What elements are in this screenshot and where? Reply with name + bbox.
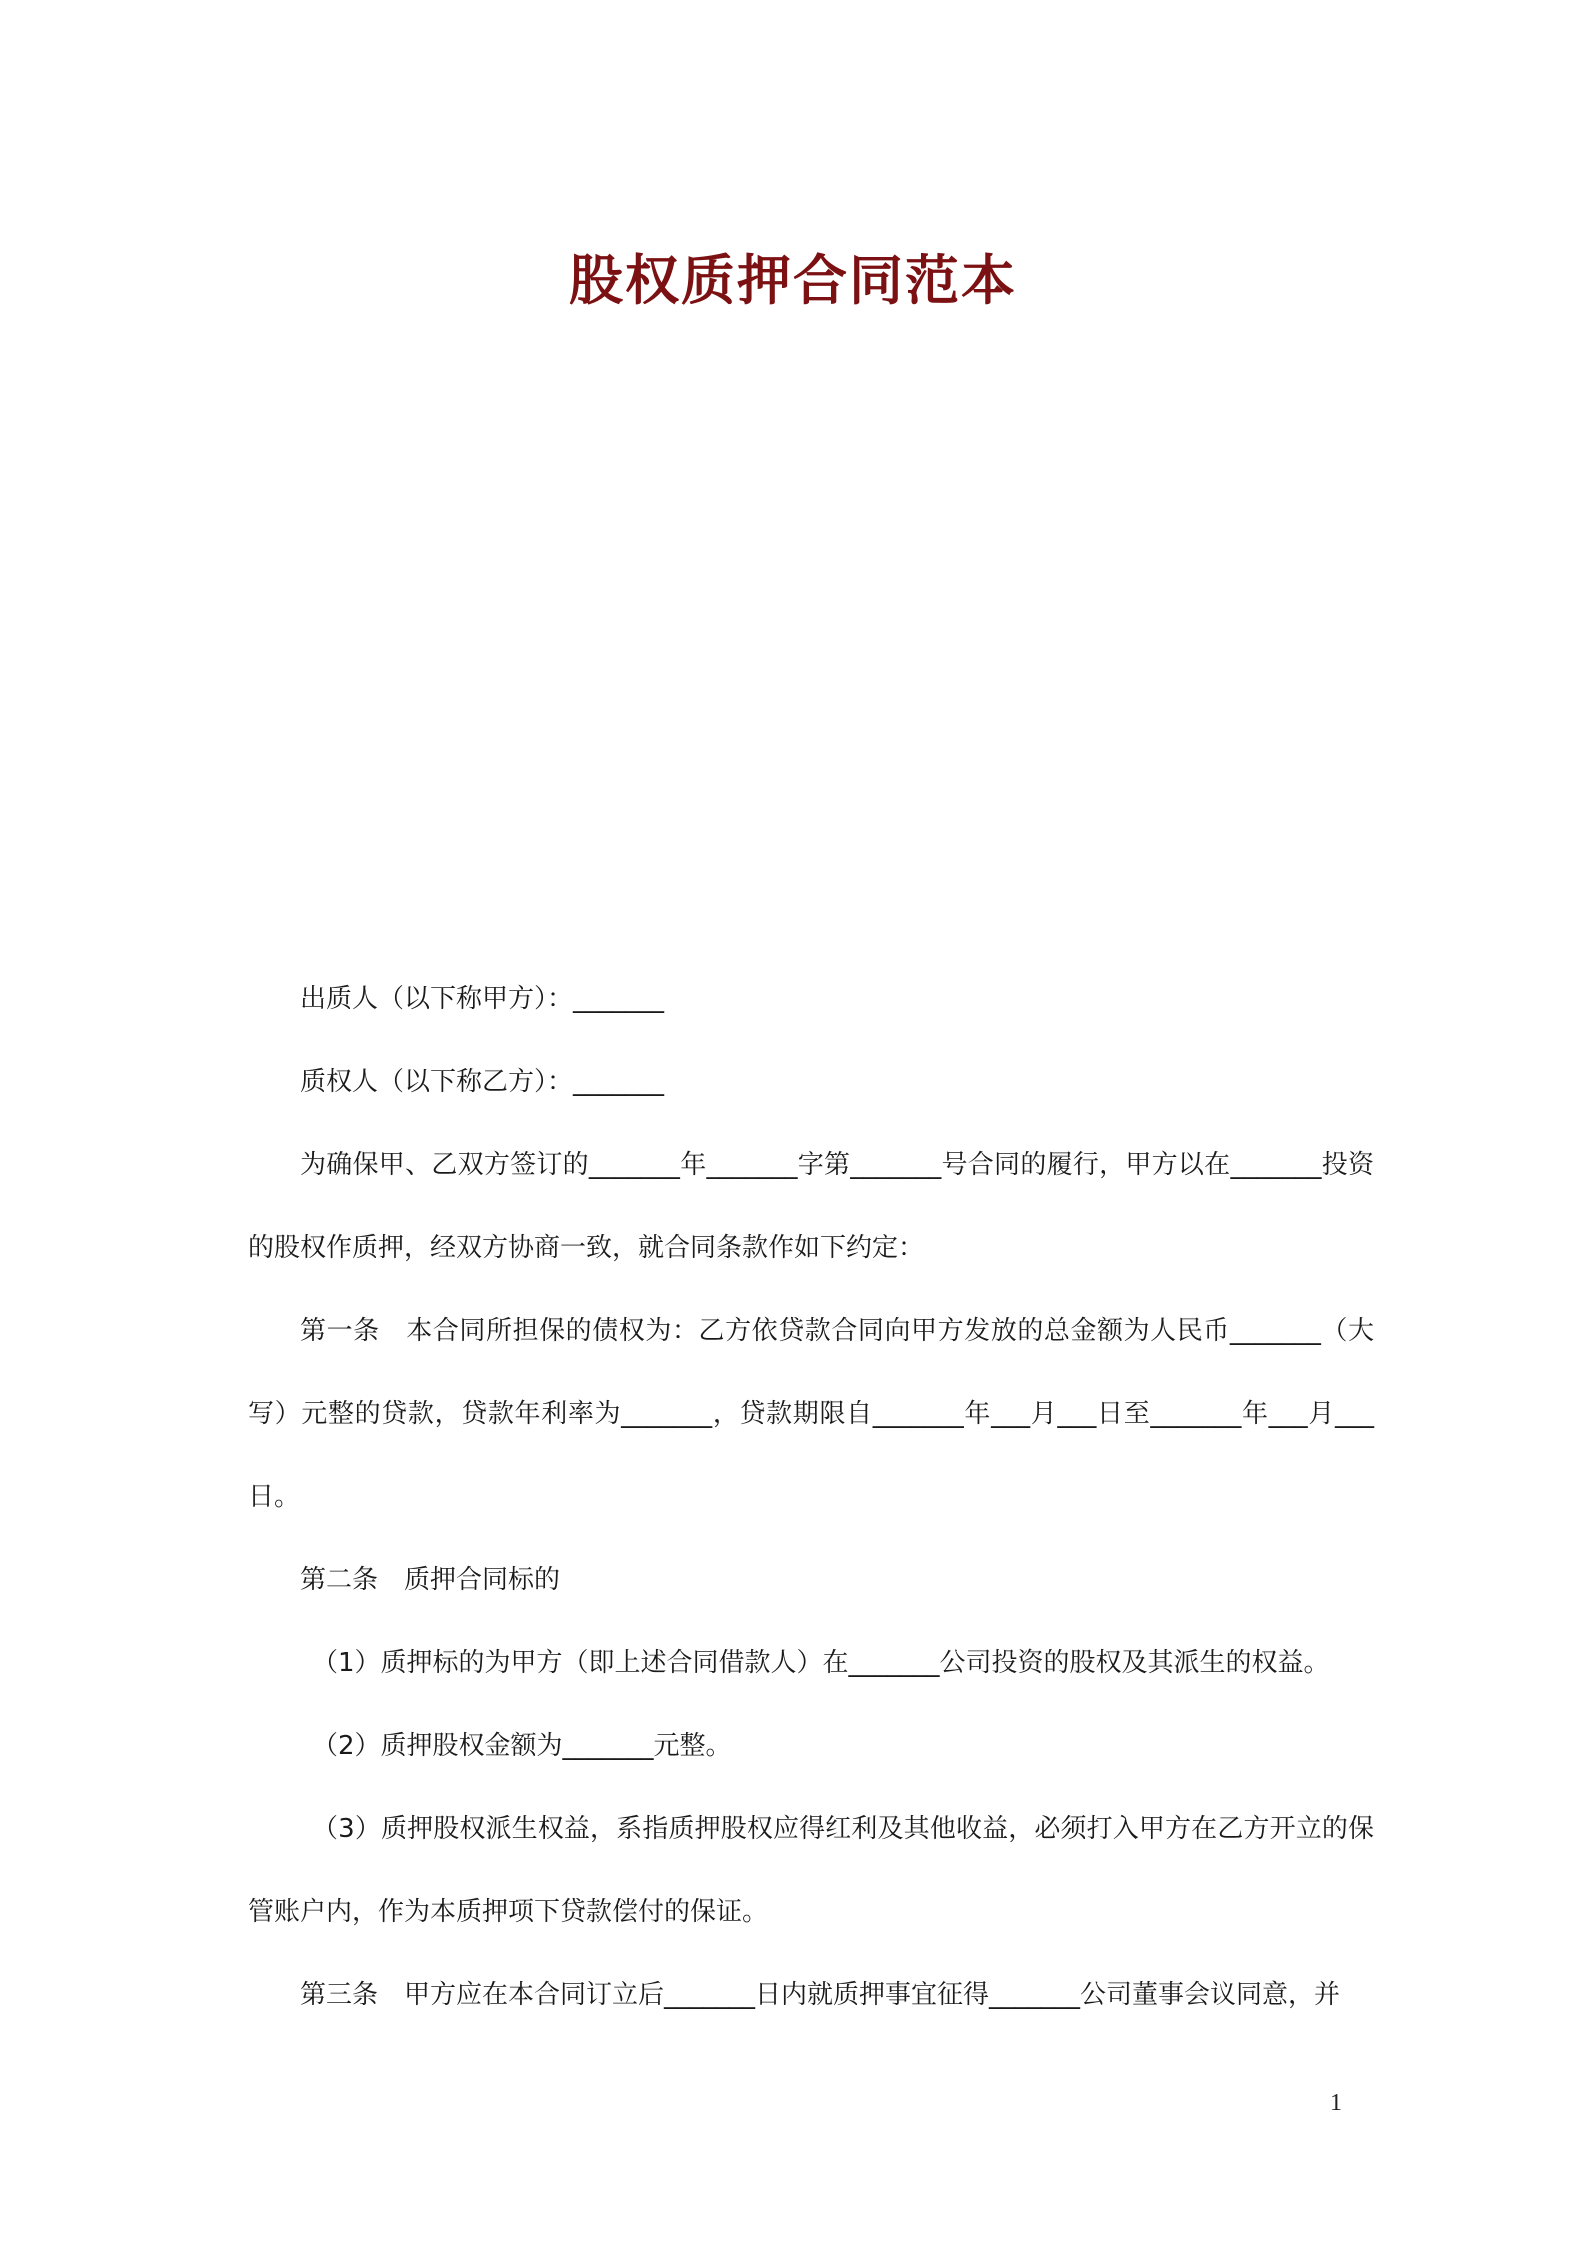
paragraph-pledgor: 出质人（以下称甲方）：_______ xyxy=(300,984,665,1014)
page-number: 1 xyxy=(1330,2090,1342,2116)
document-title: 股权质押合同范本 xyxy=(569,249,1017,312)
paragraph-article-2-heading: 第二条 质押合同标的 xyxy=(300,1565,561,1595)
document-body xyxy=(248,958,1374,2037)
paragraph-article-3: 第三条 甲方应在本合同订立后_______日内就质押事宜征得_______公司董事会议同意，并 xyxy=(300,1980,1341,2010)
paragraph-article-2-item-2: （2）质押股权金额为_______元整。 xyxy=(312,1731,732,1761)
paragraph-preamble: 为确保甲、乙双方签订的_______年_______字第_______号合同的履行，甲方以在_______投资的股权作质押，经双方协商一致，就合同条款作如下约定： xyxy=(248,1150,1374,1263)
paragraph-article-1: 第一条 本合同所担保的债权为：乙方依贷款合同向甲方发放的总金额为人民币_______（大写）元整的贷款，贷款年利率为_______，贷款期限自_______年___月___日至_______年___月___日。 xyxy=(248,1316,1374,1512)
paragraph-article-2-item-3: （3）质押股权派生权益，系指质押股权应得红利及其他收益，必须打入甲方在乙方开立的保管账户内，作为本质押项下贷款偿付的保证。 xyxy=(248,1814,1374,1927)
paragraph-article-2-item-1: （1）质押标的为甲方（即上述合同借款人）在_______公司投资的股权及其派生的权益。 xyxy=(312,1648,1330,1678)
paragraph-pledgee: 质权人（以下称乙方）：_______ xyxy=(300,1067,665,1097)
